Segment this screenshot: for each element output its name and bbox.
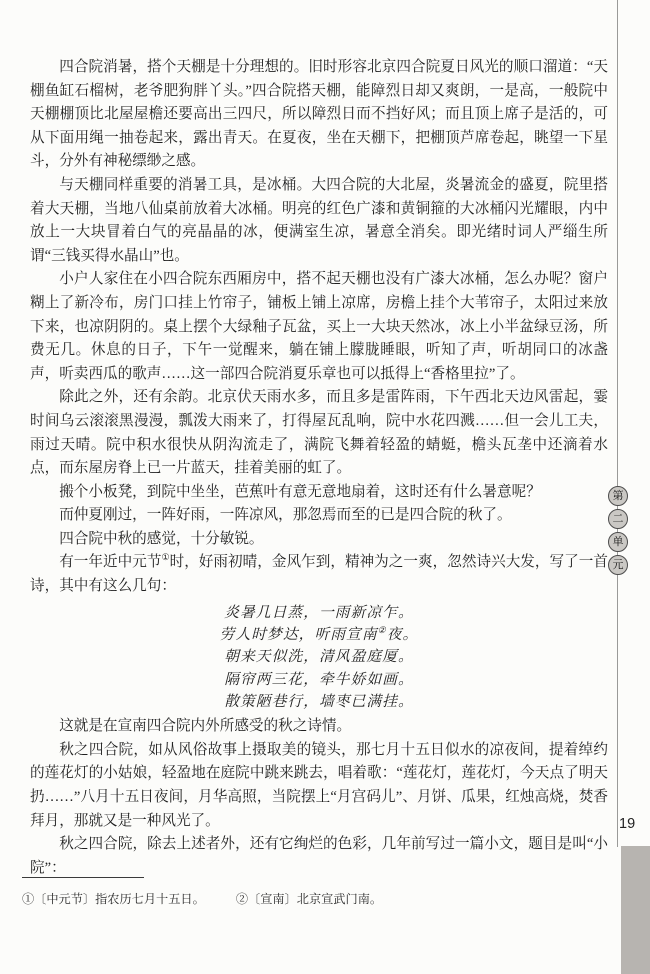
paragraph-8-text: 有一年近中元节 [59, 554, 162, 571]
paragraph-4: 除此之外，还有余韵。北京伏天雨水多，而且多是雷阵雨，下午西北天边风雷起，霎时间乌云滚滚黑漫漫，瓢泼大雨来了，打得屋瓦乱响，院中水花四溅……但一会儿工夫，雨过天晴。院中积水很快从阴沟流走了，满院飞舞着轻盈的蜻蜓，檐头瓦垄中还滴着水点，而东屋房脊上已一片蓝天，挂着美丽的虹了。 [30, 389, 608, 477]
footnote-ref-1: ① [161, 552, 170, 563]
paragraph-9: 这就是在宣南四合院内外所感受的秋之诗情。 [59, 718, 352, 735]
unit-tab-char-2: 二 [608, 509, 628, 529]
poem-line-1: 炎暑几日蒸，一雨新凉乍。 [224, 604, 414, 621]
paragraph-2: 与天棚同样重要的消暑工具，是冰桶。大四合院的大北屋，炎暑流金的盛夏，院里搭着大天棚，当地八仙桌前放着大冰桶。明亮的红色广漆和黄铜箍的大冰桶闪光耀眼，内中放上一大块冒着白气的亮晶晶的冰，便满室生凉，暑意全消矣。即光绪时词人严缁生所谓“三钱买得水晶山”也。 [30, 176, 608, 264]
edge-tab [621, 846, 650, 974]
footnote-divider [22, 877, 144, 878]
footnote-1: ①〔中元节〕指农历七月十五日。 [22, 892, 205, 906]
footnote-2: ②〔宣南〕北京宣武门南。 [235, 892, 383, 906]
footnotes [22, 890, 582, 908]
poem-line-4: 隔帘两三花，牵牛娇如画。 [224, 671, 414, 688]
unit-tab-char-4: 元 [608, 555, 628, 575]
paragraph-10: 秋之四合院，如从风俗故事上摄取美的镜头，那七月十五日似水的凉夜间，提着绰约的莲花灯的小姑娘，轻盈地在庭院中跳来跳去，唱着歌：“莲花灯，莲花灯，今天点了明天扔……”八月十五日夜间，月华高照，当院摆上“月宫码儿”、月饼、瓜果，红烛高烧，焚香拜月，那就又是一种风光了。 [30, 741, 608, 829]
paragraph-7: 四合院中秋的感觉，十分敏锐。 [59, 530, 264, 547]
page-number: 19 [619, 816, 636, 832]
poem-line-2-text-cont: 夜。 [386, 626, 419, 643]
unit-tab-char-3: 单 [608, 532, 628, 552]
poem-line-2-text: 劳人时梦达，听雨宣南 [219, 626, 378, 643]
margin-rule [617, 0, 618, 847]
paragraph-8 [30, 551, 608, 598]
paragraph-8-text-cont: 时，好雨初晴，金风乍到，精神为之一爽，忽然诗兴大发，写了一首诗，其中有这么几句： [30, 554, 608, 595]
paragraph-1: 四合院消暑，搭个天棚是十分理想的。旧时形容北京四合院夏日风光的顺口溜道：“天棚鱼缸石榴树，老爷肥狗胖丫头。”四合院搭天棚，能障烈日却又爽朗，一是高，一般院中天棚棚顶比北屋屋檐还要高出三四尺，所以障烈日而不挡好风；而且顶上席子是活的，可从下面用绳一抽卷起来，露出青天。在夏夜，坐在天棚下，把棚顶芦席卷起，眺望一下星斗，分外有神秘缥缈之感。 [30, 59, 608, 170]
paragraph-3: 小户人家住在小四合院东西厢房中，搭不起天棚也没有广漆大冰桶，怎么办呢？窗户糊上了新冷布，房门口挂上竹帘子，铺板上铺上凉席，房檐上挂个大苇帘子，太阳过来放下来，也凉阴阴的。桌上摆个大绿釉子瓦盆，买上一大块天然冰，冰上小半盆绿豆汤，所费无几。休息的日子，下午一觉醒来，躺在铺上朦胧睡眼，听知了声，听胡同口的冰盏声，听卖西瓜的歌声……这一部四合院消夏乐章也可以抵得上“香格里拉”了。 [30, 271, 608, 382]
poem-line-5: 散策陋巷行，墙枣已满挂。 [224, 693, 414, 710]
poem-line-3: 朝来天似洗，清风盈庭厦。 [224, 649, 414, 666]
paragraph-5: 搬个小板凳，到院中坐坐，芭蕉叶有意无意地扇着，这时还有什么暑意呢？ [59, 483, 541, 500]
unit-tab-char-1: 第 [608, 486, 628, 506]
paragraph-11: 秋之四合院，除去上述者外，还有它绚烂的色彩，几年前写过一篇小文，题目是叫“小院”： [30, 836, 608, 876]
footnote-ref-2: ② [377, 625, 387, 636]
paragraph-6: 而仲夏刚过，一阵好雨，一阵凉风，那忽焉而至的已是四合院的秋了。 [59, 507, 512, 524]
unit-tab [608, 486, 628, 575]
poem-line-2 [30, 624, 608, 646]
poem-block [30, 602, 608, 713]
body-text [30, 56, 608, 880]
